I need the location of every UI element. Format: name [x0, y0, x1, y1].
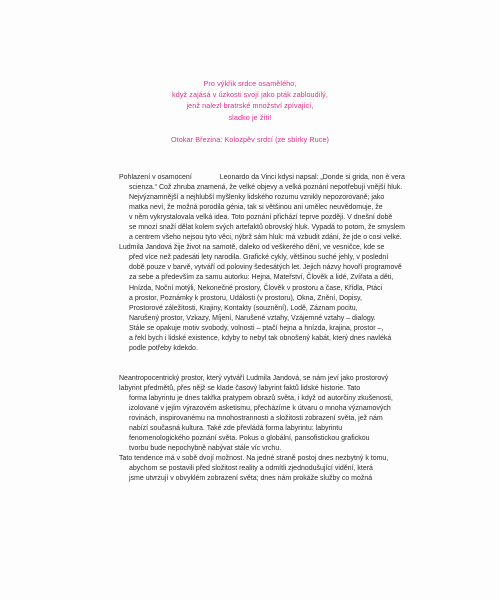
body-line	[119, 314, 391, 324]
epigraph-line: sladko je žíti!	[228, 112, 272, 122]
epigraph-line: když zajásá v úzkosti svojí jako pták zabloudilý,	[172, 90, 328, 100]
body-line	[119, 404, 391, 414]
body-line-text: forma labyrintu je dnes takřka pratypem obrazů světa, i když od autorčiny zkušenosti,	[129, 394, 393, 402]
body-line-text: matka neví, že možná porodila génia, tak si většinou ani umělec neuvědomuje, že	[129, 204, 383, 212]
body-line	[119, 284, 391, 294]
epigraph-line: jenž nalezl bratrské množství zpívající,	[186, 101, 314, 111]
body-line-text: rovinách, inspirovanému na mnohostrannosti a složitosti zobrazení světa, jež nám	[129, 415, 383, 423]
body-line-text: a řekl bych i lidské existence, kdyby to nebyl tak obnošený kabát, který dnes navléká	[129, 334, 392, 342]
body-line-text: v něm vykrystalovala velká idea. Toto poznání přichází teprve později. V dnešní době	[129, 214, 393, 222]
body-line	[119, 253, 391, 263]
body-line-text: scienza.“ Což zhruba znamená, že velké objevy a velká poznání nepotřebují vnější hluk.	[129, 184, 403, 192]
paragraph-gap	[119, 354, 391, 374]
body-line-text: a centrem všeho nejsou tyto věci, nýbrž sám hluk: má vzbudit zdání, že jde o cosi velké.	[129, 234, 402, 242]
body-line-text: Hnízda, Noční motýli, Nekonečné prostory, Člověk v prostoru a čase, Křídla, Ptáci	[129, 284, 383, 292]
body-line-text: Narušený prostor, Vzkazy, Míjení, Narušené vztahy, Vzájemné vztahy – dialogy.	[129, 314, 376, 322]
body-line	[119, 464, 391, 474]
body-line-text: podle potřeby kdekdo.	[129, 344, 198, 352]
body-line	[119, 414, 391, 424]
body-line-text: Ludmila Jandová žije život na samotě, daleko od veškerého dění, ve vesničce, kde se	[119, 244, 385, 252]
body-line-text: Stále se opakuje motiv svobody, volnosti – ptačí hejna a hnízda, krajina, prostor –,	[129, 324, 384, 332]
essay-body	[119, 173, 405, 484]
body-line-text: tvorbu bude nepochybně nabývat stále víc vrchu.	[129, 445, 282, 453]
body-line-text: izolované v jejím výrazovém asketismu, přecházíme k útvaru o mnoha významových	[129, 404, 391, 412]
body-line-text: se mnozí snaží dělat kolem svých artefaktů obrovský hluk. Vypadá to potom, že smyslem	[129, 224, 405, 232]
body-line	[119, 203, 391, 213]
body-line-text: Leonardo da Vinci kdysi napsal: „Donde si grida, non è vera	[219, 174, 405, 181]
body-line	[119, 394, 391, 404]
body-line-text: fenomenologického poznání světa. Pokus o globální, pansofistickou grafickou	[129, 435, 370, 443]
epigraph-line: Pro výkřik srdce osamělého,	[203, 79, 297, 88]
body-line	[119, 344, 391, 354]
body-line-text: době pouze v barvě, vytváří od poloviny šedesátých let. Jejich názvy hovoří programově	[129, 264, 402, 272]
body-line	[119, 374, 391, 384]
body-line-text: Tato tendence má v sobě dvojí možnost. Na jedné straně postoj dnes nezbytný k tomu,	[119, 455, 389, 463]
body-line	[119, 243, 391, 253]
body-line	[119, 454, 391, 464]
body-line	[119, 183, 403, 193]
body-line	[119, 304, 391, 314]
body-line-text: za sebe a především za samu autorku: Hejna, Mateřství, Člověk a lidé, Zvířata a děti,	[129, 274, 394, 282]
body-line	[119, 273, 394, 283]
body-line-text: před více než padesáti lety narodila. Grafické cykly, většinou suché jehly, v poslední	[129, 254, 389, 262]
body-line	[119, 193, 391, 203]
body-line	[119, 324, 391, 334]
epigraph	[0, 78, 500, 145]
body-line-text: nabízí současná kultura. Také zde převládá forma labyrintu: labyrintu	[129, 425, 343, 433]
body-line	[119, 223, 405, 233]
body-line	[119, 173, 405, 183]
body-line-text: a prostor, Poznámky k prostoru, Události (v prostoru), Okna, Znění, Dopisy,	[129, 294, 362, 302]
body-line-text: Prostorové záležitosti, Krajiny, Kontakty (souznění), Lodě, Záznam pocitu,	[129, 304, 358, 312]
body-line	[119, 444, 391, 454]
body-line	[119, 474, 391, 484]
body-line	[119, 334, 391, 344]
body-line-text: abychom se postavili před složitost reality a odmítli zjednodušující vidění, která	[129, 465, 373, 473]
body-line	[119, 424, 391, 434]
body-line	[119, 263, 402, 273]
body-line	[119, 434, 391, 444]
body-line-text: jsme utvrzují v obvyklém zobrazení světa; dnes nám prokáže služby co možná	[129, 475, 373, 483]
body-line-text: Neantropocentrický prostor, který vytváří Ludmila Jandová, se nám jeví jako prostorový	[119, 374, 389, 382]
body-line-text: Nejvýznamnější a nejhlubší myšlenky lidského rozumu vznikly nepozorovaně; jako	[129, 194, 385, 202]
body-line	[119, 294, 391, 304]
body-line	[119, 384, 391, 394]
epigraph-source: Otokar Březina: Kolozpěv srdcí (ze sbírky Ruce)	[170, 134, 330, 144]
body-line	[119, 233, 402, 243]
body-line	[119, 213, 391, 223]
section-heading: Pohlazení v osamocení	[119, 174, 192, 181]
body-line-text: labyrint předmětů, přes nějž se klade časový labyrint faktů lidské historie. Tato	[119, 384, 361, 392]
